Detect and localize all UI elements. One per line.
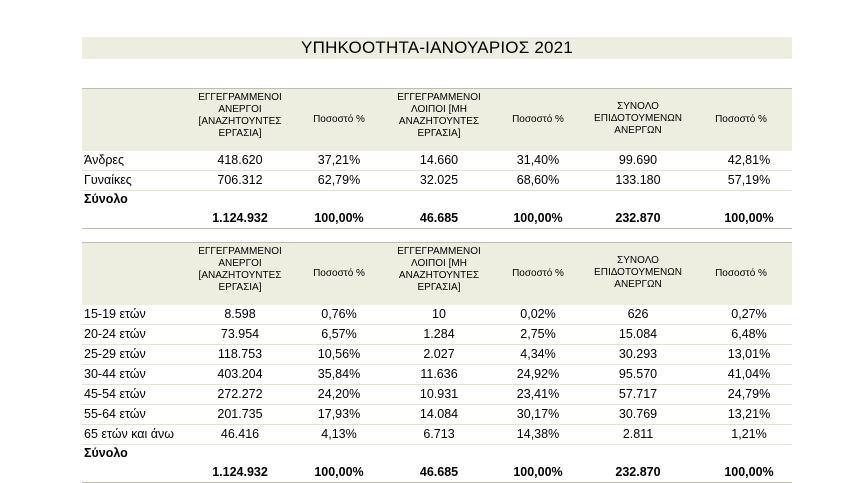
cell-subsidized: 57.717 [586,384,690,404]
cell-subsidized-percent: 24,79% [690,384,792,404]
header-line: ΑΝΕΡΓΟΙ [218,258,262,269]
total-subsidized: 232.870 [586,208,690,229]
total-row [82,208,792,229]
table-row [82,404,792,424]
total-registered-percent: 100,00% [290,462,388,483]
cell-registered-percent: 37,21% [290,151,388,171]
table-row [82,384,792,404]
age-table [82,242,792,483]
cell-others: 10 [388,305,490,325]
header-line: ΕΠΙΔΟΤΟΥΜΕΝΩΝ [594,113,682,124]
cell-subsidized: 30.293 [586,344,690,364]
header-line: ΕΠΙΔΟΤΟΥΜΕΝΩΝ [594,267,682,278]
row-label: 25-29 ετών [82,344,190,364]
cell-others-percent: 0,02% [490,305,586,325]
header-line: ΕΡΓΑΣΙΑ] [417,128,461,139]
row-label: 30-44 ετών [82,364,190,384]
cell-subsidized-percent: 13,01% [690,344,792,364]
header-line: ΕΓΓΕΓΡΑΜΜΕΝΟΙ [397,246,481,257]
cell-others-percent: 24,92% [490,364,586,384]
total-label-row [82,444,792,462]
total-subsidized-percent: 100,00% [690,462,792,483]
header-line: ΑΝΑΖΗΤΟΥΝΤΕΣ [398,270,480,281]
cell-registered: 8.598 [190,305,290,325]
total-row [82,462,792,483]
cell-registered: 46.416 [190,424,290,444]
total-others-percent: 100,00% [490,208,586,229]
header-line: ΑΝΕΡΓΟΙ [218,104,262,115]
header-registered-percent: Ποσοστό % [290,243,388,305]
cell-subsidized-percent: 57,19% [690,170,792,190]
table-row [82,170,792,190]
cell-subsidized: 95.570 [586,364,690,384]
cell-registered-percent: 4,13% [290,424,388,444]
header-line: [ΑΝΑΖΗΤΟΥΝΤΕΣ [198,116,282,127]
row-label: 15-19 ετών [82,305,190,325]
total-others: 46.685 [388,208,490,229]
header-subsidized [586,89,690,151]
total-registered-percent: 100,00% [290,208,388,229]
header-line: ΕΡΓΑΣΙΑ] [218,128,262,139]
header-line: ΕΓΓΕΓΡΑΜΜΕΝΟΙ [198,92,282,103]
cell-registered-percent: 62,79% [290,170,388,190]
cell-registered: 706.312 [190,170,290,190]
header-others-percent: Ποσοστό % [490,89,586,151]
cell-subsidized: 626 [586,305,690,325]
header-line: ΕΓΓΕΓΡΑΜΜΕΝΟΙ [198,246,282,257]
row-label: 20-24 ετών [82,324,190,344]
table-row [82,305,792,325]
cell-others: 11.636 [388,364,490,384]
cell-subsidized: 15.084 [586,324,690,344]
header-others [388,89,490,151]
row-label: Γυναίκες [82,170,190,190]
header-registered-percent: Ποσοστό % [290,89,388,151]
cell-subsidized-percent: 0,27% [690,305,792,325]
cell-others-percent: 31,40% [490,151,586,171]
total-others-percent: 100,00% [490,462,586,483]
header-line: ΑΝΕΡΓΩΝ [614,279,662,290]
cell-others-percent: 4,34% [490,344,586,364]
header-registered [190,243,290,305]
total-registered: 1.124.932 [190,208,290,229]
cell-subsidized-percent: 13,21% [690,404,792,424]
total-label: Σύνολο [84,191,128,206]
cell-registered: 403.204 [190,364,290,384]
cell-others-percent: 30,17% [490,404,586,424]
row-label: 65 ετών και άνω [82,424,190,444]
cell-registered-percent: 0,76% [290,305,388,325]
cell-subsidized: 133.180 [586,170,690,190]
cell-registered: 272.272 [190,384,290,404]
total-empty-cell [82,208,190,229]
header-others-percent: Ποσοστό % [490,243,586,305]
gender-table [82,88,792,229]
header-subsidized-percent: Ποσοστό % [690,243,792,305]
cell-subsidized-percent: 6,48% [690,324,792,344]
cell-registered: 201.735 [190,404,290,424]
cell-registered: 73.954 [190,324,290,344]
total-subsidized-percent: 100,00% [690,208,792,229]
cell-subsidized: 30.769 [586,404,690,424]
page-title: ΥΠΗΚΟΟΤΗΤΑ-ΙΑΝΟΥΑΡΙΟΣ 2021 [82,37,792,59]
header-subsidized [586,243,690,305]
header-line: [ΑΝΑΖΗΤΟΥΝΤΕΣ [198,270,282,281]
cell-others-percent: 23,41% [490,384,586,404]
header-line: ΕΡΓΑΣΙΑ] [218,282,262,293]
header-registered [190,89,290,151]
header-line: ΕΓΓΕΓΡΑΜΜΕΝΟΙ [397,92,481,103]
cell-registered-percent: 6,57% [290,324,388,344]
header-empty-cell [82,243,190,305]
cell-subsidized-percent: 41,04% [690,364,792,384]
header-line: ΑΝΑΖΗΤΟΥΝΤΕΣ [398,116,480,127]
header-line: ΑΝΕΡΓΩΝ [614,125,662,136]
cell-registered-percent: 17,93% [290,404,388,424]
cell-subsidized-percent: 1,21% [690,424,792,444]
cell-registered-percent: 10,56% [290,344,388,364]
header-line: ΕΡΓΑΣΙΑ] [417,282,461,293]
row-label: 45-54 ετών [82,384,190,404]
row-label: Άνδρες [82,151,190,171]
cell-registered-percent: 35,84% [290,364,388,384]
row-label: 55-64 ετών [82,404,190,424]
cell-others: 14.084 [388,404,490,424]
total-subsidized: 232.870 [586,462,690,483]
header-line: ΛΟΙΠΟΙ [ΜΗ [411,104,467,115]
header-others [388,243,490,305]
table-row [82,344,792,364]
cell-others-percent: 68,60% [490,170,586,190]
cell-others: 14.660 [388,151,490,171]
cell-others: 1.284 [388,324,490,344]
header-line: ΣΥΝΟΛΟ [617,101,659,112]
cell-others: 10.931 [388,384,490,404]
cell-others: 32.025 [388,170,490,190]
cell-others-percent: 2,75% [490,324,586,344]
table-row [82,151,792,171]
cell-registered: 418.620 [190,151,290,171]
header-line: ΛΟΙΠΟΙ [ΜΗ [411,258,467,269]
header-line: ΣΥΝΟΛΟ [617,255,659,266]
age-table-header [82,243,792,305]
cell-others: 6.713 [388,424,490,444]
cell-registered: 118.753 [190,344,290,364]
cell-others-percent: 14,38% [490,424,586,444]
total-label-row [82,190,792,208]
cell-subsidized: 99.690 [586,151,690,171]
cell-registered-percent: 24,20% [290,384,388,404]
cell-others: 2.027 [388,344,490,364]
total-label: Σύνολο [84,445,128,460]
total-registered: 1.124.932 [190,462,290,483]
cell-subsidized: 2.811 [586,424,690,444]
gender-table-header [82,89,792,151]
table-row [82,364,792,384]
table-row [82,324,792,344]
header-subsidized-percent: Ποσοστό % [690,89,792,151]
total-others: 46.685 [388,462,490,483]
header-empty-cell [82,89,190,151]
total-empty-cell [82,462,190,483]
cell-subsidized-percent: 42,81% [690,151,792,171]
table-row [82,424,792,444]
